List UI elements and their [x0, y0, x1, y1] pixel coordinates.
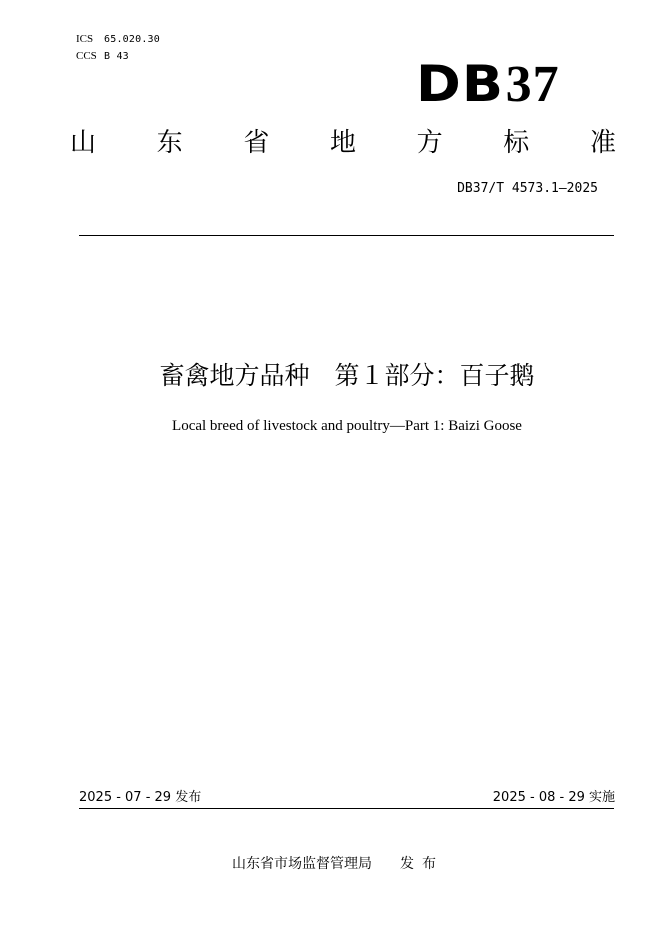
category-char: 方 — [416, 128, 443, 158]
issue-action: 发布 — [400, 856, 444, 872]
standard-number: DB37/T 4573.1—2025 — [457, 181, 598, 196]
db37-logo — [416, 56, 560, 113]
standard-category-title — [70, 126, 616, 160]
ics-row — [76, 31, 160, 48]
ccs-label: CCS — [76, 50, 97, 62]
bottom-divider — [79, 808, 614, 809]
ics-label: ICS — [76, 33, 94, 45]
ics-value: 65.020.30 — [104, 34, 160, 45]
category-char: 东 — [156, 128, 183, 158]
logo-prefix: DB — [416, 55, 505, 113]
category-char: 省 — [243, 128, 270, 158]
top-divider — [79, 235, 614, 236]
category-char: 准 — [589, 128, 616, 158]
publisher-line — [0, 854, 662, 874]
document-title-chinese: 畜禽地方品种 第１部分：百子鹅 — [159, 361, 535, 390]
logo-number: 37 — [505, 56, 560, 113]
ccs-value: B 43 — [104, 51, 129, 62]
document-title-english: Local breed of livestock and poultry—Part 1: Baizi Goose — [172, 418, 522, 434]
implementation-date: 2025 - 08 - 29 实施 — [492, 790, 615, 805]
classification-codes — [76, 31, 160, 65]
category-char: 地 — [329, 128, 356, 158]
issuer-name: 山东省市场监督管理局 — [232, 856, 372, 872]
release-date: 2025 - 07 - 29 发布 — [79, 790, 202, 805]
ccs-row — [76, 48, 160, 65]
category-char: 山 — [70, 128, 97, 158]
category-char: 标 — [503, 128, 530, 158]
